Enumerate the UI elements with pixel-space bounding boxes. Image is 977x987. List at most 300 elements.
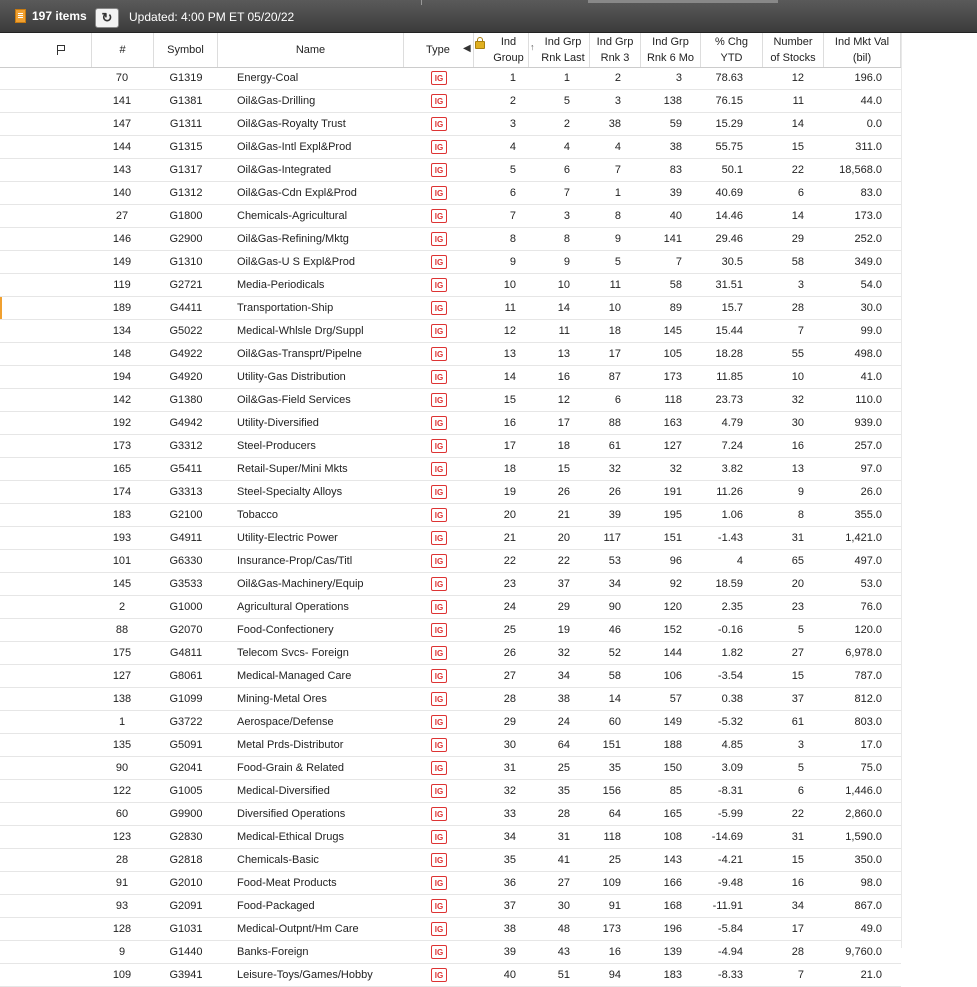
ig-badge[interactable]: IG	[431, 370, 447, 384]
row-num: 194	[112, 371, 132, 383]
table-row[interactable]	[0, 251, 901, 274]
table-row[interactable]	[0, 90, 901, 113]
row-ind-group: 7	[509, 210, 516, 222]
table-row[interactable]	[0, 182, 901, 205]
row-name[interactable]: Oil&Gas-Intl Expl&Prod	[237, 141, 352, 153]
row-name[interactable]: Telecom Svcs- Foreign	[237, 647, 349, 659]
row-type	[431, 274, 451, 296]
row-name[interactable]: Oil&Gas-Drilling	[237, 95, 316, 107]
row-name[interactable]: Oil&Gas-Royalty Trust	[237, 118, 346, 130]
row-rnk-last: 34	[557, 670, 570, 682]
row-name[interactable]: Transportation-Ship	[237, 302, 334, 314]
table-row[interactable]	[0, 297, 901, 320]
row-chg-ytd: -5.32	[717, 716, 743, 728]
table-row[interactable]	[0, 688, 901, 711]
row-num: 91	[115, 877, 129, 889]
row-chg-ytd: 23.73	[715, 394, 743, 406]
row-symbol[interactable]: G5091	[169, 739, 203, 751]
table-row[interactable]	[0, 343, 901, 366]
row-symbol[interactable]: G2070	[169, 624, 203, 636]
collapse-arrow-icon[interactable]: ◀	[463, 43, 471, 54]
col-chg-ytd[interactable]	[701, 33, 763, 67]
ig-badge[interactable]: IG	[431, 784, 447, 798]
row-rnk-6mo: 105	[663, 348, 682, 360]
row-symbol[interactable]: G1381	[169, 95, 203, 107]
row-name[interactable]: Metal Prds-Distributor	[237, 739, 344, 751]
table-row[interactable]	[0, 527, 901, 550]
row-mkt-val: 75.0	[860, 762, 882, 774]
row-mkt-val: 18,568.0	[839, 164, 882, 176]
row-type	[431, 918, 451, 940]
row-rnk-6mo: 196	[663, 923, 682, 935]
row-name[interactable]: Utility-Electric Power	[237, 532, 338, 544]
table-row[interactable]	[0, 665, 901, 688]
row-chg-ytd: 50.1	[721, 164, 743, 176]
table-row[interactable]	[0, 619, 901, 642]
col-symbol[interactable]	[154, 33, 218, 67]
row-type	[431, 665, 451, 687]
row-ind-group: 37	[503, 900, 516, 912]
row-rnk-3: 17	[608, 348, 621, 360]
row-type	[431, 872, 451, 894]
row-symbol[interactable]: G2010	[169, 877, 203, 889]
row-symbol[interactable]: G4920	[169, 371, 203, 383]
table-row[interactable]	[0, 205, 901, 228]
row-mkt-val: 6,978.0	[845, 647, 882, 659]
row-num: 175	[112, 647, 132, 659]
row-symbol[interactable]: G1312	[169, 187, 203, 199]
row-chg-ytd: -5.99	[717, 808, 743, 820]
table-row[interactable]	[0, 366, 901, 389]
row-symbol[interactable]: G4411	[169, 302, 203, 314]
row-num-stocks: 16	[791, 440, 804, 452]
row-type	[431, 297, 451, 319]
row-symbol[interactable]: G2830	[169, 831, 203, 843]
ig-badge[interactable]: IG	[431, 140, 447, 154]
col-num[interactable]	[92, 33, 154, 67]
row-rnk-6mo: 145	[663, 325, 682, 337]
row-symbol[interactable]: G3941	[169, 969, 203, 981]
row-rnk-6mo: 166	[663, 877, 682, 889]
row-name[interactable]: Tobacco	[237, 509, 278, 521]
row-symbol[interactable]: G1315	[169, 141, 203, 153]
row-symbol[interactable]: G4811	[169, 647, 203, 659]
ig-badge[interactable]: IG	[431, 324, 447, 338]
row-name[interactable]: Oil&Gas-Field Services	[237, 394, 351, 406]
col-rnk-last-label: Ind Grp Rnk Last	[541, 36, 585, 64]
row-name[interactable]: Medical-Outpnt/Hm Care	[237, 923, 359, 935]
row-num: 119	[113, 279, 131, 291]
row-num-stocks: 22	[791, 808, 804, 820]
row-rnk-6mo: 85	[669, 785, 682, 797]
row-chg-ytd: -8.31	[717, 785, 743, 797]
row-symbol[interactable]: G9900	[169, 808, 203, 820]
ig-badge[interactable]: IG	[431, 531, 447, 545]
row-symbol[interactable]: G1310	[169, 256, 203, 268]
row-rnk-3: 9	[614, 233, 621, 245]
row-name[interactable]: Oil&Gas-Machinery/Equip	[237, 578, 364, 590]
ig-badge[interactable]: IG	[431, 945, 447, 959]
row-rnk-6mo: 141	[663, 233, 682, 245]
ig-badge[interactable]: IG	[431, 876, 447, 890]
row-rnk-6mo: 144	[663, 647, 682, 659]
row-ind-group: 31	[503, 762, 516, 774]
row-symbol[interactable]: G1099	[169, 693, 203, 705]
ig-badge[interactable]: IG	[431, 209, 447, 223]
row-rnk-6mo: 7	[675, 256, 682, 268]
row-symbol[interactable]: G5022	[169, 325, 203, 337]
row-rnk-last: 17	[557, 417, 570, 429]
table-row[interactable]	[0, 274, 901, 297]
row-name[interactable]: Food-Confectionery	[237, 624, 334, 636]
row-chg-ytd: 4	[736, 555, 743, 567]
row-rnk-3: 117	[603, 532, 621, 544]
row-num-stocks: 6	[797, 187, 804, 199]
table-row[interactable]	[0, 113, 901, 136]
ig-badge[interactable]: IG	[431, 899, 447, 913]
row-name[interactable]: Chemicals-Basic	[237, 854, 319, 866]
ig-badge[interactable]: IG	[431, 968, 447, 982]
row-mkt-val: 498.0	[854, 348, 882, 360]
col-mkt-val[interactable]	[824, 33, 901, 67]
row-rnk-last: 28	[557, 808, 570, 820]
row-ind-group: 11	[504, 302, 516, 314]
row-ind-group: 1	[509, 72, 516, 84]
row-name[interactable]: Food-Grain & Related	[237, 762, 344, 774]
row-rnk-last: 18	[557, 440, 570, 452]
row-chg-ytd: 15.7	[721, 302, 743, 314]
row-name[interactable]: Steel-Producers	[237, 440, 316, 452]
row-name[interactable]: Food-Packaged	[237, 900, 315, 912]
ig-badge[interactable]: IG	[431, 232, 447, 246]
row-rnk-3: 90	[608, 601, 621, 613]
row-name[interactable]: Insurance-Prop/Cas/Titl	[237, 555, 353, 567]
row-mkt-val: 21.0	[860, 969, 882, 981]
row-name[interactable]: Utility-Diversified	[237, 417, 319, 429]
table-body	[0, 67, 901, 987]
ig-badge[interactable]: IG	[431, 485, 447, 499]
row-symbol[interactable]: G2091	[169, 900, 203, 912]
row-name[interactable]: Oil&Gas-Refining/Mktg	[237, 233, 349, 245]
ig-badge[interactable]: IG	[431, 94, 447, 108]
row-type	[431, 550, 451, 572]
row-name[interactable]: Medical-Diversified	[237, 785, 330, 797]
row-rnk-last: 29	[557, 601, 570, 613]
ig-badge[interactable]: IG	[431, 600, 447, 614]
row-mkt-val: 44.0	[860, 95, 882, 107]
row-rnk-3: 151	[602, 739, 621, 751]
table-row[interactable]	[0, 573, 901, 596]
row-mkt-val: 97.0	[860, 463, 882, 475]
table-row[interactable]	[0, 67, 901, 90]
row-chg-ytd: 2.35	[721, 601, 743, 613]
row-num-stocks: 37	[791, 693, 804, 705]
row-chg-ytd: 40.69	[715, 187, 743, 199]
row-symbol[interactable]: G3533	[169, 578, 203, 590]
row-mkt-val: 83.0	[860, 187, 882, 199]
row-symbol[interactable]: G2100	[169, 509, 203, 521]
row-rnk-3: 118	[603, 831, 621, 843]
row-rnk-3: 14	[608, 693, 621, 705]
row-type	[431, 113, 451, 135]
row-symbol[interactable]: G1000	[169, 601, 203, 613]
col-num-stocks[interactable]	[763, 33, 824, 67]
row-name[interactable]: Media-Periodicals	[237, 279, 325, 291]
row-name[interactable]: Steel-Specialty Alloys	[237, 486, 343, 498]
row-name[interactable]: Food-Meat Products	[237, 877, 337, 889]
row-chg-ytd: 4.85	[721, 739, 743, 751]
ig-badge[interactable]: IG	[431, 462, 447, 476]
row-rnk-3: 173	[602, 923, 621, 935]
col-type-label: Type	[426, 44, 450, 56]
row-num-stocks: 11	[792, 95, 804, 107]
row-type	[431, 435, 451, 457]
ig-badge[interactable]: IG	[431, 393, 447, 407]
row-ind-group: 40	[503, 969, 516, 981]
row-name[interactable]: Energy-Coal	[237, 72, 299, 84]
row-name[interactable]: Agricultural Operations	[237, 601, 349, 613]
row-symbol[interactable]: G1319	[169, 72, 203, 84]
table-row[interactable]	[0, 159, 901, 182]
row-name[interactable]: Retail-Super/Mini Mkts	[237, 463, 348, 475]
row-name[interactable]: Aerospace/Defense	[237, 716, 334, 728]
ig-badge[interactable]: IG	[431, 738, 447, 752]
ig-badge[interactable]: IG	[431, 646, 447, 660]
table-row[interactable]	[0, 504, 901, 527]
table-row[interactable]	[0, 481, 901, 504]
ig-badge[interactable]: IG	[431, 163, 447, 177]
table-row[interactable]	[0, 412, 901, 435]
table-row[interactable]	[0, 757, 901, 780]
row-rnk-6mo: 57	[669, 693, 682, 705]
row-ind-group: 6	[509, 187, 516, 199]
row-symbol[interactable]: G2900	[169, 233, 203, 245]
ig-badge[interactable]: IG	[431, 301, 447, 315]
row-symbol[interactable]: G4942	[169, 417, 203, 429]
table-row[interactable]	[0, 458, 901, 481]
row-rnk-6mo: 39	[669, 187, 682, 199]
row-mkt-val: 803.0	[854, 716, 882, 728]
row-num-stocks: 30	[791, 417, 804, 429]
row-type	[431, 757, 451, 779]
row-name[interactable]: Medical-Ethical Drugs	[237, 831, 344, 843]
ig-badge[interactable]: IG	[431, 439, 447, 453]
row-type	[431, 366, 451, 388]
row-symbol[interactable]: G3312	[169, 440, 203, 452]
row-mkt-val: 787.0	[854, 670, 882, 682]
row-type	[431, 458, 451, 480]
row-num: 147	[112, 118, 132, 130]
ig-badge[interactable]: IG	[431, 669, 447, 683]
row-symbol[interactable]: G1380	[169, 394, 203, 406]
ig-badge[interactable]: IG	[431, 255, 447, 269]
row-rnk-last: 8	[563, 233, 570, 245]
row-num-stocks: 5	[797, 762, 804, 774]
row-num: 140	[112, 187, 132, 199]
row-symbol[interactable]: G5411	[169, 463, 203, 475]
row-symbol[interactable]: G6330	[169, 555, 203, 567]
col-ind-group[interactable]	[489, 33, 529, 67]
table-row[interactable]	[0, 826, 901, 849]
col-flag[interactable]	[30, 33, 92, 67]
table-row[interactable]	[0, 711, 901, 734]
row-name[interactable]: Chemicals-Agricultural	[237, 210, 348, 222]
row-symbol[interactable]: G8061	[169, 670, 203, 682]
col-rnk-last[interactable]	[537, 33, 590, 67]
row-name[interactable]: Oil&Gas-Transprt/Pipelne	[237, 348, 362, 360]
table-row[interactable]	[0, 941, 901, 964]
table-row[interactable]	[0, 918, 901, 941]
ig-badge[interactable]: IG	[431, 186, 447, 200]
table-row[interactable]	[0, 803, 901, 826]
table-row[interactable]	[0, 849, 901, 872]
ig-badge[interactable]: IG	[431, 807, 447, 821]
row-symbol[interactable]: G3722	[169, 716, 203, 728]
table-row[interactable]	[0, 895, 901, 918]
row-chg-ytd: -3.54	[717, 670, 743, 682]
row-num-stocks: 3	[797, 279, 804, 291]
table-row[interactable]	[0, 642, 901, 665]
row-num-stocks: 6	[797, 785, 804, 797]
row-rnk-3: 32	[608, 463, 621, 475]
row-chg-ytd: -0.16	[717, 624, 743, 636]
row-num: 173	[112, 440, 132, 452]
col-rnk-3[interactable]	[590, 33, 641, 67]
row-num: 88	[115, 624, 129, 636]
table-row[interactable]	[0, 596, 901, 619]
row-mkt-val: 0.0	[866, 118, 882, 130]
row-ind-group: 9	[509, 256, 516, 268]
row-rnk-3: 87	[608, 371, 621, 383]
row-symbol[interactable]: G4911	[169, 532, 203, 544]
row-chg-ytd: 78.63	[715, 72, 743, 84]
row-ind-group: 19	[503, 486, 516, 498]
row-symbol[interactable]: G4922	[169, 348, 203, 360]
col-chg-ytd-label: % Chg YTD	[714, 36, 749, 64]
row-rnk-last: 7	[563, 187, 570, 199]
col-ind-group-label: Ind Group	[493, 36, 524, 64]
row-name[interactable]: Diversified Operations	[237, 808, 346, 820]
row-rnk-last: 51	[557, 969, 570, 981]
row-num-stocks: 31	[791, 831, 804, 843]
row-symbol[interactable]: G1317	[169, 164, 203, 176]
row-rnk-6mo: 188	[663, 739, 682, 751]
row-symbol[interactable]: G1800	[169, 210, 203, 222]
row-name[interactable]: Oil&Gas-Cdn Expl&Prod	[237, 187, 357, 199]
row-mkt-val: 49.0	[860, 923, 882, 935]
row-rnk-3: 61	[608, 440, 621, 452]
ig-badge[interactable]: IG	[431, 577, 447, 591]
table-row[interactable]	[0, 872, 901, 895]
row-type	[431, 228, 451, 250]
row-rnk-3: 34	[608, 578, 621, 590]
row-type	[431, 941, 451, 963]
table-row[interactable]	[0, 780, 901, 803]
row-type	[431, 182, 451, 204]
row-name[interactable]: Mining-Metal Ores	[237, 693, 327, 705]
row-name[interactable]: Banks-Foreign	[237, 946, 309, 958]
row-rnk-last: 3	[563, 210, 570, 222]
row-rnk-last: 14	[557, 302, 570, 314]
row-name[interactable]: Medical-Managed Care	[237, 670, 352, 682]
table-header	[0, 33, 901, 68]
ig-badge[interactable]: IG	[431, 692, 447, 706]
ig-badge[interactable]: IG	[431, 416, 447, 430]
table-row[interactable]	[0, 389, 901, 412]
row-num: 193	[112, 532, 132, 544]
row-symbol[interactable]: G1440	[169, 946, 203, 958]
row-symbol[interactable]: G3313	[169, 486, 203, 498]
table-row[interactable]	[0, 964, 901, 987]
row-symbol[interactable]: G2721	[169, 279, 203, 291]
table-row[interactable]	[0, 320, 901, 343]
ig-badge[interactable]: IG	[431, 347, 447, 361]
table-row[interactable]	[0, 550, 901, 573]
row-rnk-6mo: 151	[663, 532, 682, 544]
refresh-icon: ↻	[101, 10, 113, 25]
row-chg-ytd: 29.46	[715, 233, 743, 245]
row-name[interactable]: Medical-Whlsle Drg/Suppl	[237, 325, 364, 337]
row-symbol[interactable]: G1031	[169, 923, 203, 935]
row-num: 148	[112, 348, 132, 360]
flag-icon	[57, 45, 65, 55]
ig-badge[interactable]: IG	[431, 761, 447, 775]
col-name[interactable]	[218, 33, 404, 67]
row-symbol[interactable]: G1005	[169, 785, 203, 797]
ig-badge[interactable]: IG	[431, 508, 447, 522]
ig-badge[interactable]: IG	[431, 623, 447, 637]
table-row[interactable]	[0, 435, 901, 458]
row-symbol[interactable]: G1311	[169, 118, 203, 130]
ig-badge[interactable]: IG	[431, 117, 447, 131]
table-row[interactable]	[0, 228, 901, 251]
lock-icon[interactable]	[475, 41, 485, 49]
ig-badge[interactable]: IG	[431, 554, 447, 568]
row-rnk-3: 8	[614, 210, 621, 222]
row-name[interactable]: Utility-Gas Distribution	[237, 371, 346, 383]
row-rnk-3: 10	[608, 302, 621, 314]
row-type	[431, 90, 451, 112]
table-row[interactable]	[0, 734, 901, 757]
row-name[interactable]: Leisure-Toys/Games/Hobby	[237, 969, 373, 981]
row-type	[431, 711, 451, 733]
refresh-button[interactable]	[95, 8, 119, 28]
table-row[interactable]	[0, 136, 901, 159]
row-rnk-6mo: 149	[663, 716, 682, 728]
ig-badge[interactable]: IG	[431, 922, 447, 936]
ig-badge[interactable]: IG	[431, 853, 447, 867]
row-rnk-last: 43	[557, 946, 570, 958]
ig-badge[interactable]: IG	[431, 71, 447, 85]
ig-badge[interactable]: IG	[431, 715, 447, 729]
row-symbol[interactable]: G2818	[169, 854, 203, 866]
row-name[interactable]: Oil&Gas-Integrated	[237, 164, 332, 176]
ig-badge[interactable]: IG	[431, 278, 447, 292]
row-rnk-6mo: 138	[663, 95, 682, 107]
row-ind-group: 14	[503, 371, 516, 383]
col-rnk-6mo[interactable]	[641, 33, 701, 67]
row-symbol[interactable]: G2041	[169, 762, 203, 774]
row-ind-group: 21	[503, 532, 516, 544]
ig-badge[interactable]: IG	[431, 830, 447, 844]
row-rnk-last: 37	[557, 578, 570, 590]
row-num-stocks: 22	[791, 164, 804, 176]
row-rnk-6mo: 191	[663, 486, 682, 498]
row-name[interactable]: Oil&Gas-U S Expl&Prod	[237, 256, 355, 268]
row-rnk-last: 35	[557, 785, 570, 797]
row-ind-group: 39	[503, 946, 516, 958]
row-chg-ytd: 11.85	[716, 371, 743, 383]
